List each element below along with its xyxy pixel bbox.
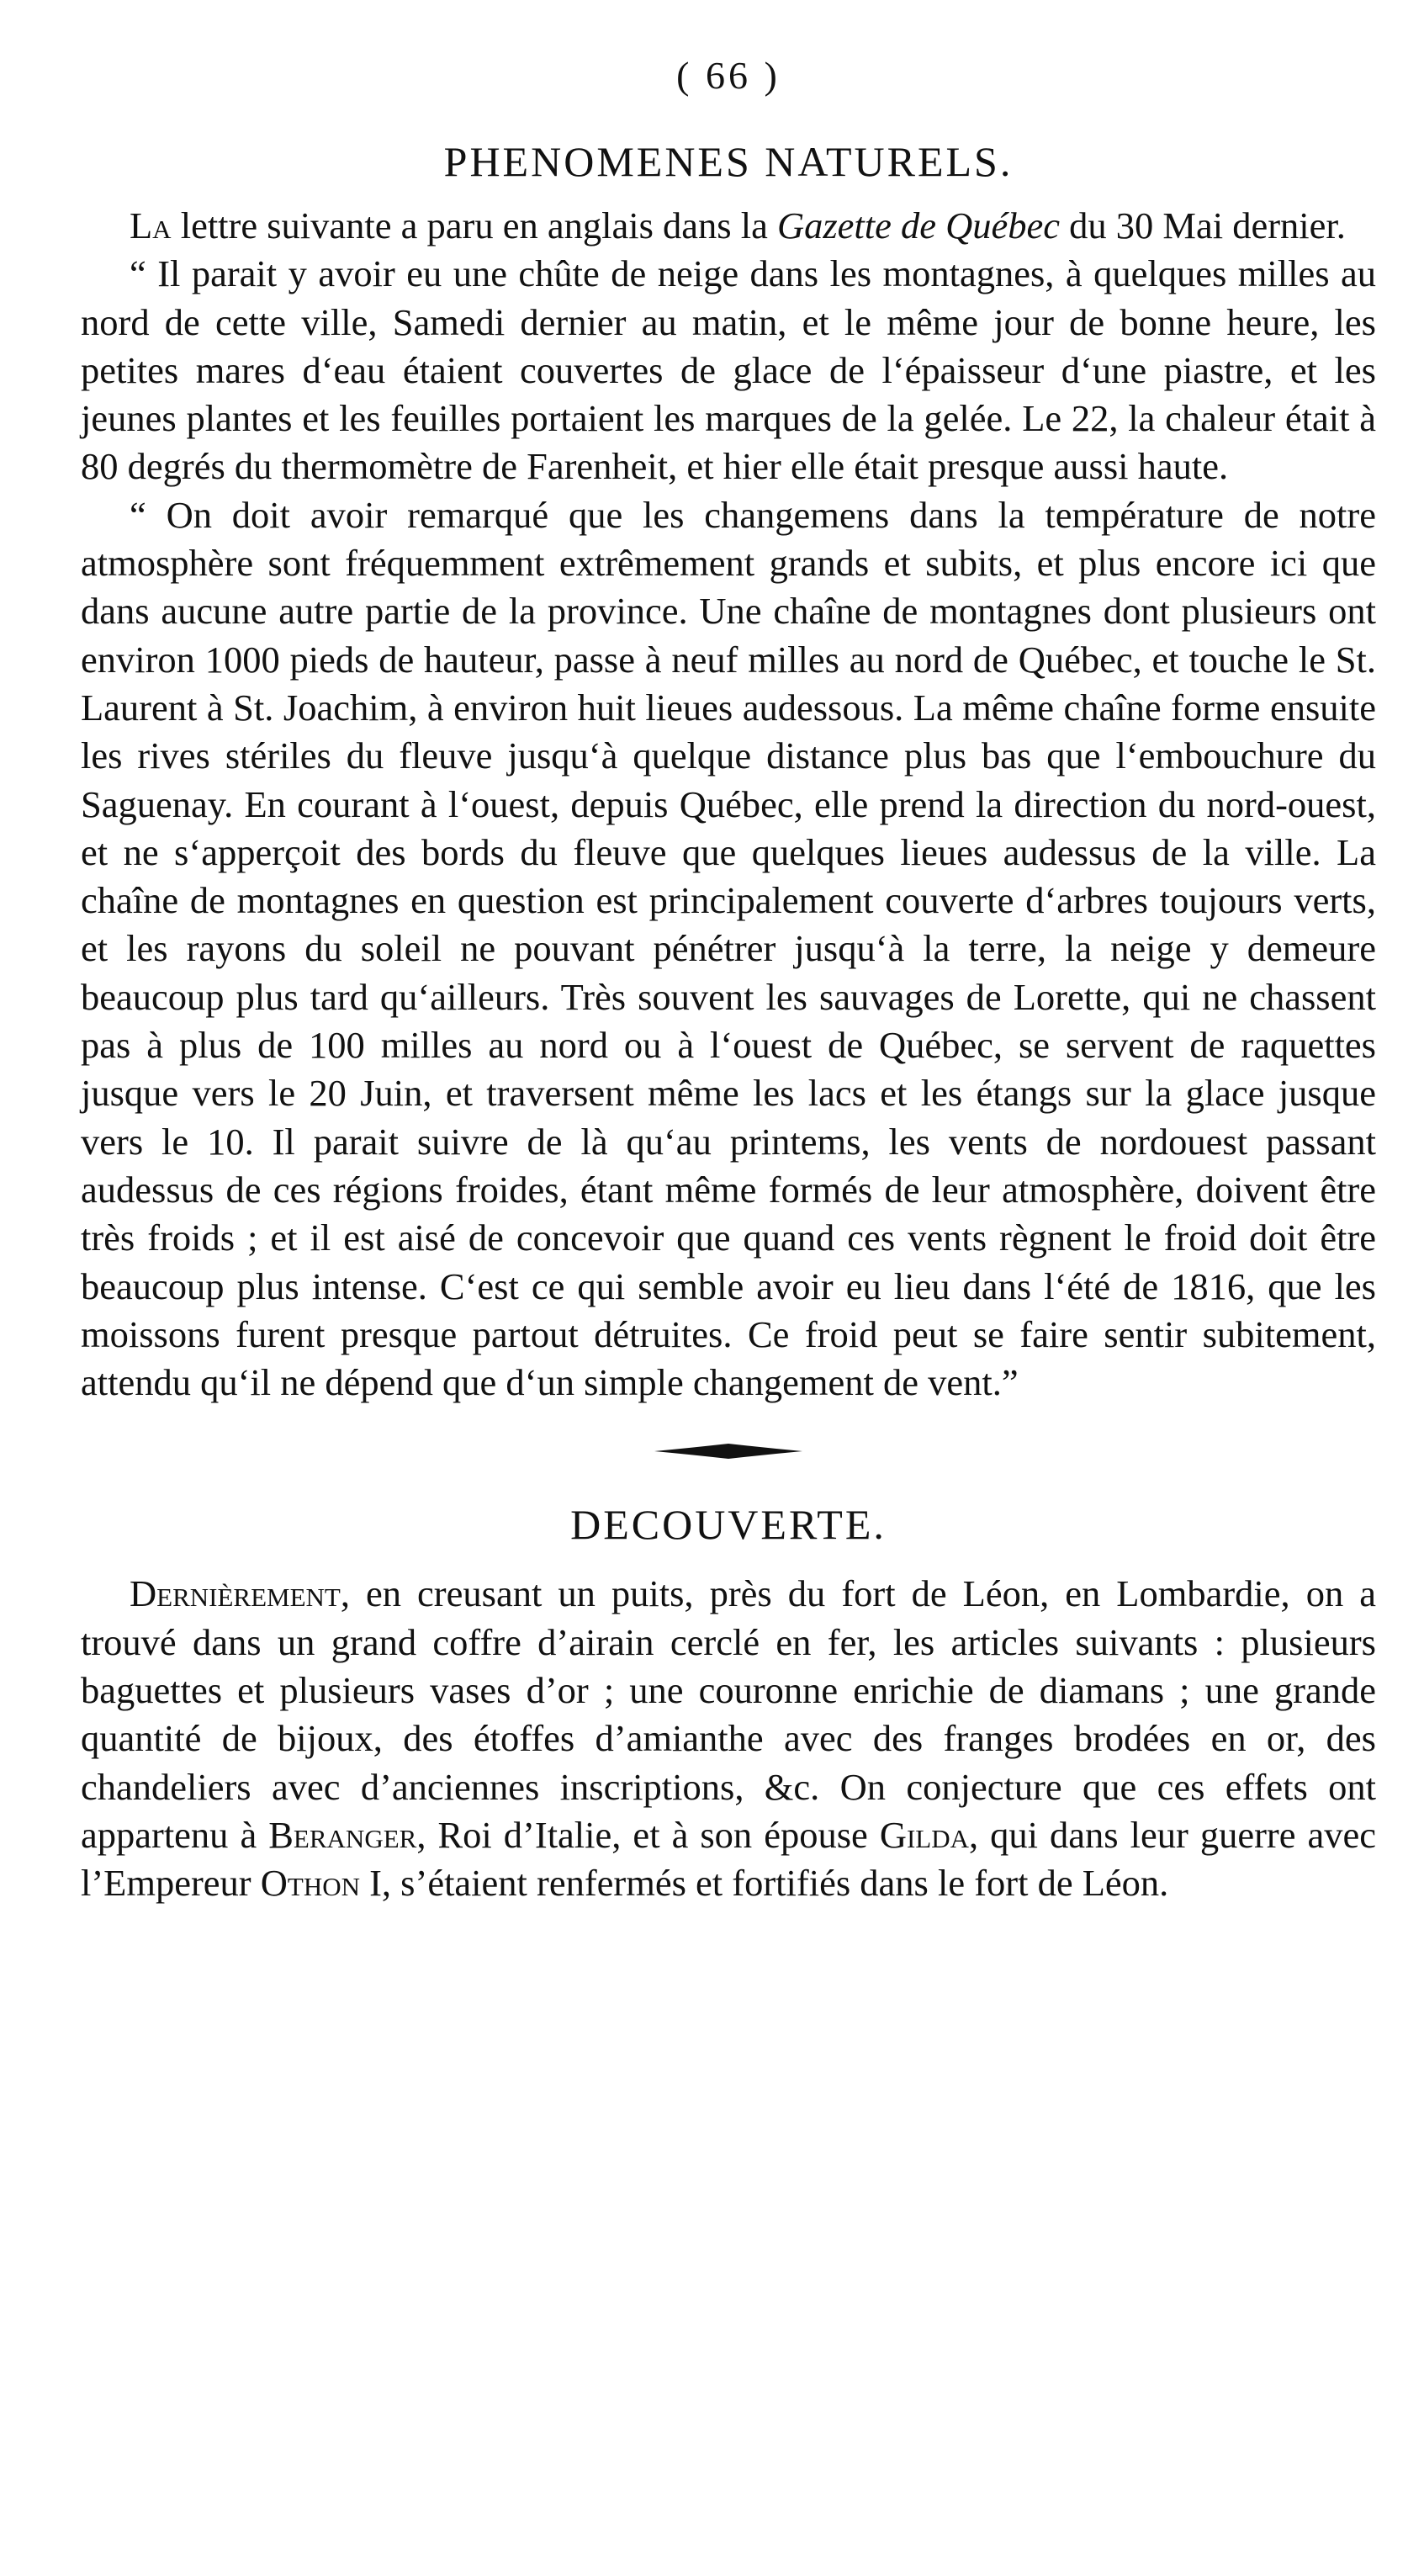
decouverte-text-2: , Roi d’Italie, et à son épouse	[416, 1813, 880, 1856]
section-title-phenomenes: PHENOMENES NATURELS.	[443, 138, 1014, 185]
ornament-divider-icon	[653, 1439, 804, 1464]
intro-dropcap: La	[130, 204, 172, 246]
page-number: ( 66 )	[676, 54, 781, 97]
intro-italic-gazette: Gazette de Québec	[776, 204, 1061, 246]
name-gilda: Gilda	[879, 1813, 969, 1856]
name-beranger: Beranger	[268, 1813, 417, 1856]
intro-paragraph	[81, 202, 1376, 250]
page	[81, 50, 1376, 1908]
intro-text-after: du 30 Mai dernier.	[1060, 204, 1346, 246]
paragraph-decouverte	[81, 1570, 1376, 1907]
decouverte-dropcap: Dernièrement	[130, 1572, 341, 1615]
paragraph-temperature: “ On doit avoir remarqué que les changemens dans la température de notre atmosphère sont fréquemment extrêmement grands et subits, et plus encore ici que dans aucune autre partie de la province. Une chaîne de montagnes dont plusieurs ont environ 1000 pieds de hauteur, passe à neuf milles au nord de Québec, et touche le St. Laurent à St. Joachim, à environ huit lieues audessous. La même chaîne forme ensuite les rives stériles du fleuve jusqu‘à quelque distance plus bas que l‘embouchure du Saguenay. En courant à l‘ouest, depuis Québec, elle prend la direction du nord-ouest, et ne s‘apperçoit des bords du fleuve que quelques lieues audessus de la ville. La chaîne de montagnes en question est principalement couverte d‘arbres toujours verts, et les rayons du soleil ne pouvant pénétrer jusqu‘à la terre, la neige y demeure beaucoup plus tard qu‘ailleurs. Très souvent les sauvages de Lorette, qui ne chassent pas à plus de 100 milles au nord ou à l‘ouest de Québec, se servent de raquettes jusque vers le 20 Juin, et traversent même les lacs et les étangs sur la glace jusque vers le 10. Il parait suivre de là qu‘au printems, les vents de nordouest passant audessus de ces régions froides, étant même formés de leur atmosphère, doivent être très froids ; et il est aisé de concevoir que quand ces vents règnent le froid doit être beaucoup plus intense. C‘est ce qui semble avoir eu lieu dans l‘été de 1816, que les moissons furent presque partout détruites. Ce froid peut se faire sentir subitement, attendu qu‘il ne dépend que d‘un simple changement de vent.”	[81, 493, 1376, 1404]
paragraph-snowfall: “ Il parait y avoir eu une chûte de neige dans les montagnes, à quelques milles au nord de cette ville, Samedi dernier au matin, et le même jour de bonne heure, les petites mares d‘eau étaient couvertes de glace de l‘épaisseur d‘une piastre, et les jeunes plantes et les feuilles portaient les marques de la gelée. Le 22, la chaleur était à 80 degrés du thermomètre de Farenheit, et hier elle était presque aussi haute.	[81, 252, 1376, 488]
name-othon: Othon	[260, 1862, 360, 1905]
decouverte-text-3: , qui dans leur guerre avec l’Empereur	[81, 1813, 1377, 1905]
ornament-divider	[81, 1439, 1376, 1464]
intro-text-before: lettre suivante a paru en anglais dans la	[171, 204, 777, 246]
decouverte-text-1: , en creusant un puits, près du fort de Léon, en Lombardie, on a trouvé dans un grand coffre d’airain cerclé en fer, les articles suivants : plusieurs baguettes et plusieurs vases d’or ; une couronne enrichie de diamans ; une grande quantité de bijoux, des étoffes d’amianthe avec des franges brodées en or, des chandeliers avec d’anciennes inscriptions, &c. On conjecture que ces effets ont appartenu à	[81, 1572, 1376, 1856]
decouverte-text-4: I, s’étaient renfermés et fortifiés dans le fort de Léon.	[359, 1862, 1169, 1905]
section-title-decouverte: DECOUVERTE.	[570, 1501, 887, 1549]
